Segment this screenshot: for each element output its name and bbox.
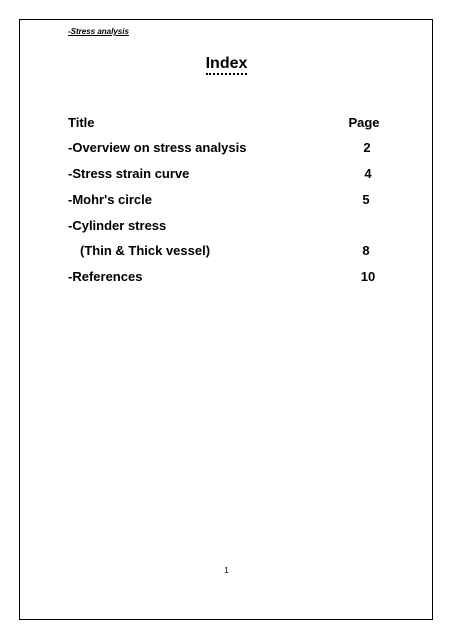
- index-title-text: Index: [206, 55, 248, 75]
- toc-entry: [68, 243, 388, 261]
- toc-entry: [68, 140, 388, 158]
- toc-entry-page: 2: [363, 140, 371, 155]
- toc-entry: [68, 192, 388, 210]
- toc-entry: [68, 269, 388, 287]
- toc-entry: [68, 166, 388, 184]
- toc-entry-page: 10: [360, 269, 376, 284]
- page-number: 1: [224, 566, 229, 575]
- toc-entry-title: -References: [68, 269, 143, 284]
- toc-entry-title: (Thin & Thick vessel): [80, 243, 211, 258]
- toc-entry-title: -Overview on stress analysis: [68, 140, 247, 155]
- toc-column-title: Title: [68, 115, 95, 130]
- index-title: [0, 55, 453, 73]
- toc-entry-title: -Mohr's circle: [68, 192, 153, 207]
- toc-entry-page: 8: [362, 243, 370, 258]
- running-header: -Stress analysis: [68, 27, 129, 36]
- toc-entry-page: 4: [364, 166, 372, 181]
- toc-entry-page: 5: [362, 192, 370, 207]
- page-border: [19, 19, 433, 620]
- toc-header-row: [68, 115, 388, 133]
- toc-entry-title: -Stress strain curve: [68, 166, 190, 181]
- toc-entry-title: -Cylinder stress: [68, 218, 167, 233]
- toc-column-page: Page: [348, 115, 380, 130]
- toc-entry: [68, 218, 388, 236]
